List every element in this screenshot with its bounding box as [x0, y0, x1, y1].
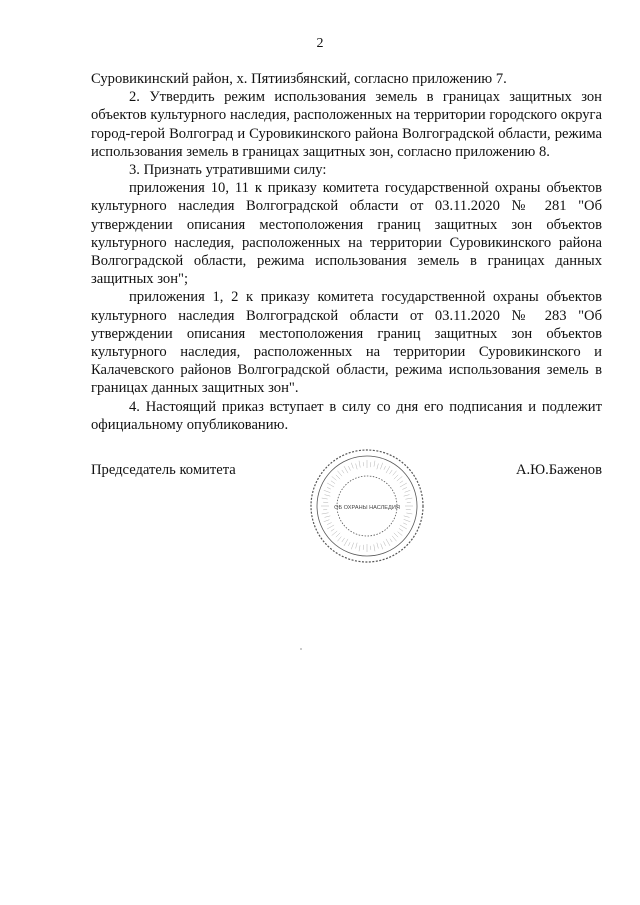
seal-ring-mark: [399, 528, 403, 531]
seal-ring-mark: [383, 541, 385, 546]
seal-ring-mark: [381, 544, 383, 550]
seal-ring-mark: [342, 470, 344, 473]
seal-ring-mark: [322, 498, 328, 499]
paragraph-continuation: Суровикинский район, х. Пятиизбянский, согласно приложению 7.: [91, 71, 507, 87]
seal-ring-mark: [324, 520, 330, 522]
seal-ring-mark: [406, 513, 412, 514]
seal-ring-mark: [356, 464, 358, 470]
seal-ring-mark: [332, 476, 337, 480]
seal-ring-mark: [351, 543, 353, 550]
paragraph-item-3: 3. Признать утратившими силу:: [129, 162, 327, 179]
seal-ring-mark: [359, 545, 360, 551]
seal-ring-mark: [386, 539, 390, 546]
seal-ring-mark: [327, 522, 332, 524]
seal-ring-mark: [332, 531, 337, 536]
seal-ring-mark: [404, 519, 411, 521]
seal-ring-mark: [402, 487, 407, 489]
seal-ring-mark: [403, 523, 407, 525]
seal-ring-mark: [331, 529, 334, 531]
seal-ring-mark: [348, 542, 350, 546]
signer-name: А.Ю.Баженов: [515, 462, 602, 478]
seal-ring-mark: [377, 543, 379, 549]
seal-ring-mark: [337, 471, 342, 476]
seal-ring-mark: [384, 466, 386, 470]
seal-ring-mark: [342, 538, 345, 542]
seal-ring-mark: [348, 466, 350, 471]
seal-ring-mark: [404, 495, 410, 497]
seal-ring-mark: [374, 544, 375, 551]
paragraph-repeal-1: приложения 10, 11 к приказу комитета государственной охраны объектов культурного наследия Волгоградской области от 03.11.2020 № 281 "Об утверждении описания местоположения границ защитных зон объектов культурного наследия, расположенных на территории Суровикинского района Волгоградской области, режима использования земель в границах данных защитных зон";: [91, 180, 602, 288]
seal-ring-mark: [331, 481, 335, 484]
seal-ring-mark: [400, 481, 403, 483]
seal-ring-mark: [398, 532, 403, 536]
seal-ring-mark: [322, 513, 329, 514]
seal-ring-mark: [393, 471, 397, 476]
seal-ring-mark: [404, 516, 410, 518]
seal-ring-mark: [374, 461, 375, 467]
seal-graphic: [307, 446, 427, 566]
seal-ring-mark: [327, 525, 334, 529]
document-body: [91, 70, 602, 434]
seal-ring-mark: [380, 463, 382, 470]
seal-ring-mark: [359, 461, 360, 468]
seal-ring-mark: [325, 495, 331, 497]
seal-ring-mark: [324, 490, 331, 492]
paragraph-repeal-2: приложения 1, 2 к приказу комитета государственной охраны объектов культурного наследия Волгоградской области от 03.11.2020 № 283 "Об утверждении описания местоположения границ защитных зон объектов культурного наследия, расположенных на территории Суровикинского и Калачевского районов Волгоградской области, режима использования земель в границах данных защитных зон".: [91, 289, 602, 397]
seal-ring-mark: [377, 464, 379, 470]
seal-ring-mark: [337, 537, 341, 542]
seal-ring-mark: [394, 475, 398, 479]
page-number: 2: [316, 36, 324, 51]
seal-ring-mark: [327, 487, 331, 489]
seal-ring-mark: [394, 533, 398, 537]
paragraph-item-2: 2. Утвердить режим использования земель в границах защитных зон объектов культурного наследия, расположенных на территории городского округа город-герой Волгоград и Суровикинского района Волгоградской области, режима использования земель в границах защитных зон, согласно приложению 8.: [91, 89, 602, 160]
seal-ring-mark: [405, 490, 411, 492]
seal-ring-mark: [325, 516, 331, 518]
seal-center-text: ОБ ОХРАНЫ НАСЛЕДИЯ: [334, 505, 400, 511]
seal-ring-mark: [392, 536, 397, 541]
seal-ring-mark: [397, 476, 402, 481]
seal-ring-mark: [344, 539, 348, 546]
seal-ring-mark: [351, 463, 353, 469]
seal-ring-mark: [386, 466, 390, 473]
seal-ring-mark: [405, 498, 412, 499]
seal-ring-mark: [327, 483, 334, 487]
seal-ring-mark: [400, 525, 407, 529]
seal-ring-mark: [336, 475, 340, 479]
official-seal-stamp: [307, 446, 427, 566]
scan-speck: [300, 648, 302, 650]
paragraph-item-4: 4. Настоящий приказ вступает в силу со дня его подписания и подлежит официальному опубликованию.: [91, 398, 602, 433]
seal-ring-mark: [390, 539, 392, 542]
signer-title: Председатель комитета: [91, 462, 236, 478]
seal-ring-mark: [344, 466, 348, 473]
seal-ring-mark: [400, 483, 407, 487]
seal-ring-mark: [336, 533, 340, 537]
seal-ring-mark: [389, 470, 392, 474]
seal-ring-mark: [356, 543, 358, 549]
